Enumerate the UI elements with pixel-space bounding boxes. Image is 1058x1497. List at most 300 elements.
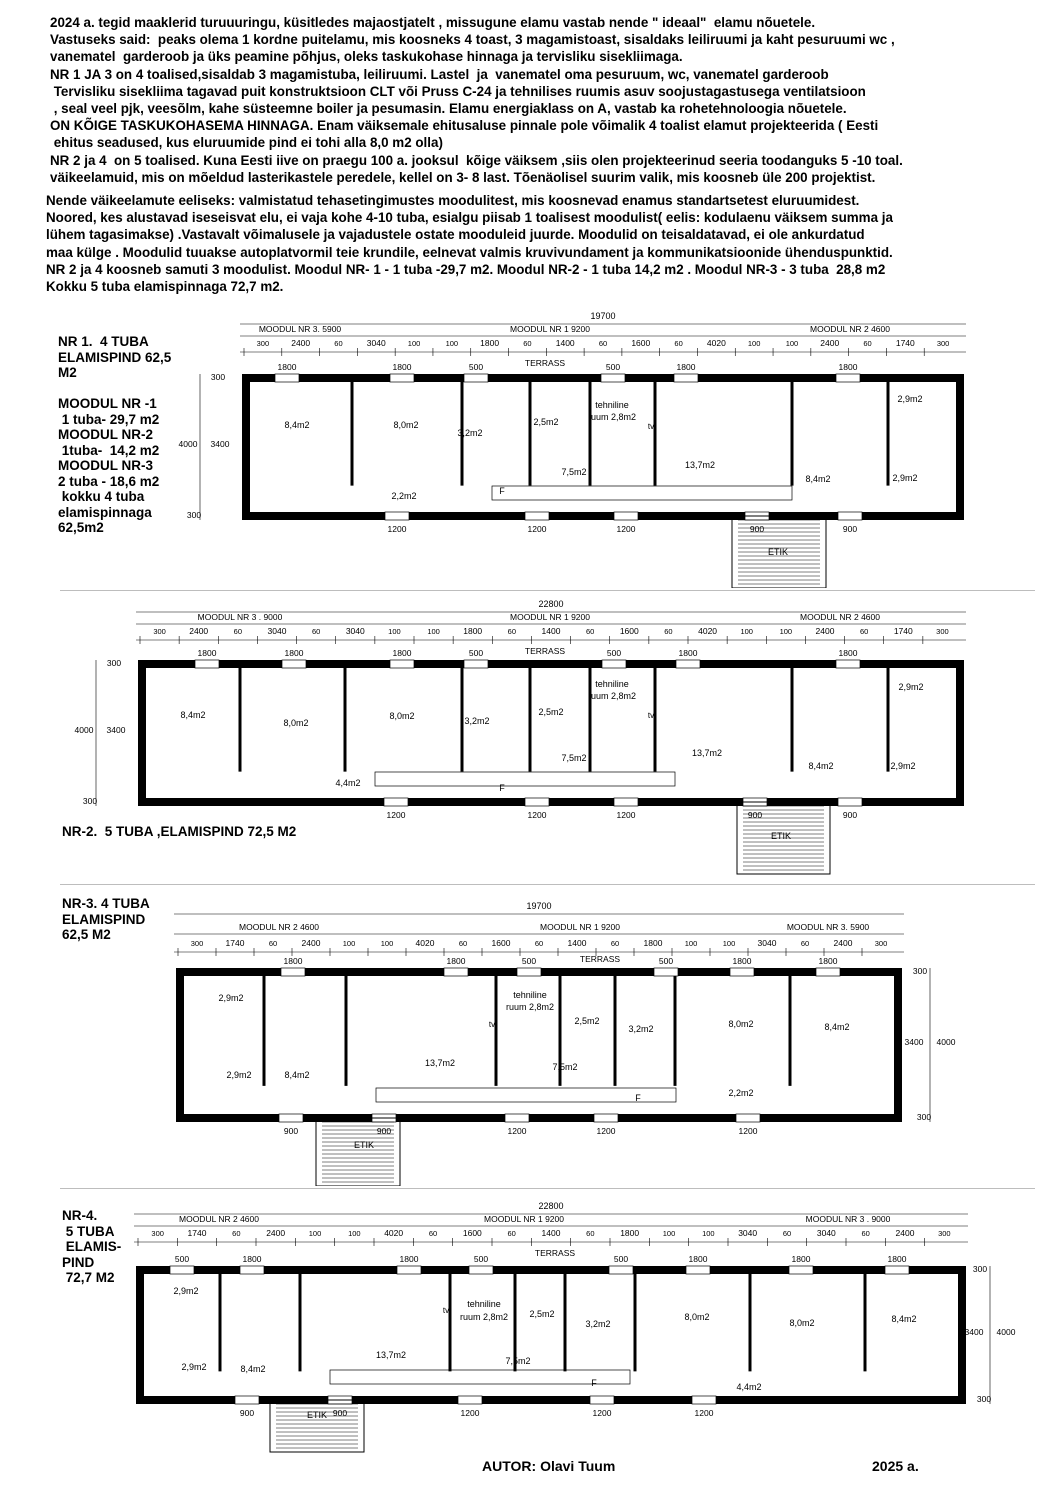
room-area-label: 8,4m2 — [284, 420, 310, 430]
window-dimension: 1800 — [818, 956, 838, 966]
window-dimension: 900 — [376, 1126, 392, 1136]
window-dimension: 1200 — [507, 1126, 527, 1136]
module-label: MOODUL NR 3. 5900 — [258, 324, 342, 334]
segment-dimension: 60 — [859, 627, 869, 636]
window-dimension: 1200 — [387, 524, 407, 534]
segment-dimension: 1740 — [895, 338, 915, 348]
window-dimension: 1800 — [678, 648, 698, 658]
plan-caption-nr4: NR-4. 5 TUBA ELAMIS- PIND 72,7 M2 — [62, 1208, 122, 1285]
intro-line: Nende väikeelamute eeliseks: valmistatud tehasetingimustes moodulitest, mis koosnevad enamus standartsetest eluruumidest. — [46, 193, 860, 209]
window-dimension: 900 — [239, 1408, 255, 1418]
side-dimension: 3400 — [210, 439, 230, 449]
segment-dimension: 60 — [800, 939, 810, 948]
segment-dimension: 3040 — [816, 1228, 836, 1238]
module-label: MOODUL NR 1 9200 — [540, 922, 620, 932]
room-area-label: 8,4m2 — [824, 1022, 850, 1032]
room-area-label: 13,7m2 — [424, 1058, 456, 1068]
segment-dimension: 1400 — [541, 1228, 561, 1238]
window — [594, 1114, 618, 1122]
window — [590, 1396, 614, 1404]
window — [525, 512, 549, 520]
module-label: MOODUL NR 1 9200 — [510, 324, 590, 334]
terrace-label: TERRASS — [524, 646, 566, 656]
tv-mark: tv — [647, 711, 655, 720]
intro-text — [46, 14, 1040, 295]
window-dimension: 500 — [473, 1254, 489, 1264]
segment-dimension: 60 — [585, 627, 595, 636]
window — [654, 968, 678, 976]
terrace-label: TERRASS — [534, 1248, 576, 1258]
segment-dimension: 100 — [348, 1229, 361, 1238]
room-area-label: 2,5m2 — [533, 417, 559, 427]
room-area-label: tehniline — [595, 400, 629, 410]
segment-dimension: 2400 — [266, 1228, 286, 1238]
intro-line: ON KÕIGE TASKUKOHASEMA HINNAGA. Enam väiksemale ehitusaluse pinnale pole võimalik 4 toalist elamut projekteerida ( Eesti — [50, 118, 879, 134]
window-dimension: 1800 — [688, 1254, 708, 1264]
window-dimension: 1800 — [242, 1254, 262, 1264]
author-label: AUTOR: Olavi Tuum — [482, 1458, 616, 1474]
window — [235, 1396, 259, 1404]
side-dimension: 300 — [916, 1112, 932, 1122]
divider — [60, 884, 1035, 885]
segment-dimension: 1800 — [620, 1228, 640, 1238]
side-dimension: 300 — [82, 796, 98, 806]
floor-plan-svg — [0, 886, 1058, 1186]
window — [836, 374, 860, 382]
window-dimension: 1800 — [283, 956, 303, 966]
window-dimension: 1800 — [838, 362, 858, 372]
segment-dimension: 3040 — [738, 1228, 758, 1238]
window-dimension: 1800 — [284, 648, 304, 658]
room-area-label: 2,9m2 — [226, 1070, 252, 1080]
module-label: MOODUL NR 2 4600 — [179, 1214, 259, 1224]
intro-line: Vastuseks said: peaks olema 1 kordne puitelamu, mis koosneks 4 toast, 3 magamistoast, sisaldaks leiliruumi ja kaht pesuruumi wc , — [50, 32, 895, 48]
segment-dimension: 300 — [153, 627, 166, 636]
segment-dimension: 60 — [586, 1229, 595, 1238]
room-area-label: 2,5m2 — [574, 1016, 600, 1026]
segment-dimension: 60 — [507, 627, 517, 636]
intro-line: Tervisliku sisekliima tagavad puit konstruktsioon CLT või Pruss C-24 ja tehnilises ruumis asuv soojustagastusega ventilatsioon — [50, 83, 866, 99]
room-area-label: 2,5m2 — [529, 1309, 555, 1319]
segment-dimension: 100 — [380, 939, 394, 948]
segment-dimension: 100 — [722, 939, 736, 948]
side-dimension: 3400 — [964, 1327, 984, 1337]
room-area-label: tehniline — [595, 679, 629, 689]
room-area-label: 8,0m2 — [393, 420, 419, 430]
porch-label: ETIK — [770, 831, 792, 841]
window-dimension: 500 — [468, 362, 484, 372]
segment-dimension: 60 — [311, 627, 321, 636]
room-area-label: 7,5m2 — [505, 1356, 531, 1366]
plan-caption-nr3: NR-3. 4 TUBA ELAMISPIND 62,5 M2 — [62, 896, 150, 942]
segment-dimension: 1400 — [541, 626, 561, 636]
side-dimension: 3400 — [106, 725, 126, 735]
room-area-label: 4,4m2 — [736, 1382, 762, 1392]
window — [385, 512, 409, 520]
room-area-label: 2,9m2 — [897, 394, 923, 404]
segment-dimension: 1600 — [631, 338, 651, 348]
segment-dimension: 100 — [427, 627, 440, 636]
intro-line: väikeelamuid, mis on mõeldud lasterikastele peredele, kellel on 3- 8 last. Tõenäolisel suurim valik, mis koosneb üle 200 projektist. — [50, 169, 876, 185]
window-dimension: 1200 — [616, 810, 636, 820]
window-dimension: 1200 — [592, 1408, 612, 1418]
segment-dimension: 300 — [151, 1229, 164, 1238]
side-dimension: 300 — [106, 658, 122, 668]
window — [614, 512, 638, 520]
kitchen-counter — [375, 772, 675, 786]
window — [275, 374, 299, 382]
segment-dimension: 100 — [779, 627, 793, 636]
segment-dimension: 2400 — [820, 338, 840, 348]
segment-dimension: 2400 — [833, 938, 853, 948]
room-area-label: tehniline — [513, 990, 547, 1000]
porch-label: ETIK — [353, 1140, 375, 1150]
window — [384, 798, 408, 806]
total-width-dimension: 19700 — [526, 901, 552, 911]
segment-dimension: 300 — [936, 627, 949, 636]
room-area-label: ruum 2,8m2 — [459, 1312, 509, 1322]
window — [279, 1114, 303, 1122]
intro-line: ehitus seadused, kus eluruumide pind ei tohi alla 8,0 m2 olla) — [50, 135, 443, 151]
window-dimension: 900 — [332, 1408, 348, 1418]
window-dimension: 1800 — [676, 362, 696, 372]
window — [838, 512, 862, 520]
module-label: MOODUL NR 2 4600 — [810, 324, 890, 334]
window-dimension: 500 — [606, 648, 622, 658]
window-dimension: 1200 — [738, 1126, 758, 1136]
window — [282, 660, 306, 668]
segment-dimension: 300 — [874, 939, 888, 948]
window — [397, 1266, 421, 1274]
window-dimension: 1800 — [887, 1254, 907, 1264]
window-dimension: 1800 — [791, 1254, 811, 1264]
room-area-label: 7,5m2 — [561, 467, 587, 477]
floor-plan-nr3 — [0, 886, 1058, 1186]
fridge-mark: F — [591, 1378, 597, 1388]
tv-mark: tv — [647, 422, 655, 431]
segment-dimension: 2400 — [301, 938, 321, 948]
segment-dimension: 1400 — [555, 338, 575, 348]
divider — [60, 590, 1035, 591]
window — [458, 1396, 482, 1404]
side-dimension: 300 — [972, 1264, 988, 1274]
module-label: MOODUL NR 1 9200 — [484, 1214, 564, 1224]
terrace-label: TERRASS — [579, 954, 621, 964]
room-area-label: 2,9m2 — [898, 682, 924, 692]
segment-dimension: 1740 — [187, 1228, 207, 1238]
room-area-label: 2,9m2 — [218, 993, 244, 1003]
segment-dimension: 1600 — [462, 1228, 482, 1238]
window-dimension: 1200 — [460, 1408, 480, 1418]
segment-dimension: 60 — [674, 339, 683, 348]
segment-dimension: 100 — [740, 627, 753, 636]
intro-line: lühem tagasimakse) .Vastavalt võimalusele ja vajadustele ostate mooduleid juurde. Moodulid on teisaldatavad, ei ole ankurdatud — [46, 227, 865, 243]
window-dimension: 1800 — [446, 956, 466, 966]
window-dimension: 1200 — [527, 810, 547, 820]
window — [240, 1266, 264, 1274]
window-dimension: 1200 — [694, 1408, 714, 1418]
room-area-label: 8,0m2 — [728, 1019, 754, 1029]
room-area-label: 7,5m2 — [561, 753, 587, 763]
segment-dimension: 100 — [662, 1229, 676, 1238]
intro-line: Noored, kes alustavad iseseisvat elu, ei vaja kohe 4-10 tuba, esialgu piisab 1 toalisest moodulist( eelis: kodulaenu väiksem summa ja — [46, 210, 893, 226]
segment-dimension: 1400 — [567, 938, 587, 948]
window — [730, 968, 754, 976]
room-area-label: 8,4m2 — [180, 710, 206, 720]
room-area-label: 2,9m2 — [181, 1362, 207, 1372]
window — [390, 660, 414, 668]
segment-dimension: 3040 — [366, 338, 386, 348]
room-area-label: 8,4m2 — [891, 1314, 917, 1324]
floor-plan-nr4 — [0, 1190, 1058, 1455]
window-dimension: 1800 — [399, 1254, 419, 1264]
window — [838, 798, 862, 806]
window-dimension: 500 — [605, 362, 621, 372]
room-area-label: ruum 2,8m2 — [505, 1002, 555, 1012]
segment-dimension: 60 — [428, 1229, 438, 1238]
window — [789, 1266, 813, 1274]
intro-line: vanematel garderoob ja üks peamine põhjus, oleks taskukohase hinnaga ja tervisliku sisekliimaga. — [50, 49, 683, 65]
kitchen-counter — [330, 1370, 630, 1384]
segment-dimension: 1600 — [619, 626, 639, 636]
room-area-label: 13,7m2 — [691, 748, 723, 758]
window-dimension: 1800 — [392, 362, 412, 372]
intro-line: NR 2 ja 4 koosneb samuti 3 moodulist. Moodul NR- 1 - 1 tuba -29,7 m2. Moodul NR-2 - 1 tuba 14,2 m2 . Moodul NR-3 - 3 tuba 28,8 m2 — [46, 261, 886, 277]
window-dimension: 500 — [658, 956, 674, 966]
window-dimension: 900 — [749, 524, 765, 534]
segment-dimension: 60 — [523, 339, 532, 348]
floor-plan-svg — [0, 1190, 1058, 1455]
segment-dimension: 60 — [507, 1229, 516, 1238]
room-area-label: ruum 2,8m2 — [587, 412, 637, 422]
room-area-label: 13,7m2 — [684, 460, 716, 470]
window-dimension: 500 — [613, 1254, 629, 1264]
window — [686, 1266, 710, 1274]
segment-dimension: 100 — [407, 339, 421, 348]
intro-line: 2024 a. tegid maaklerid turuuuringu, küsitledes majaostjatelt , missugune elamu vastab nende " ideaal" elamu nõuetele. — [50, 15, 816, 30]
segment-dimension: 100 — [445, 339, 459, 348]
window — [885, 1266, 909, 1274]
window — [692, 1396, 716, 1404]
module-label: MOODUL NR 2 4600 — [239, 922, 319, 932]
porch-label: ETIK — [306, 1410, 328, 1420]
segment-dimension: 60 — [534, 939, 544, 948]
side-dimension: 300 — [186, 510, 202, 520]
window — [444, 968, 468, 976]
total-width-dimension: 22800 — [538, 1201, 564, 1211]
window-dimension: 1200 — [616, 524, 636, 534]
room-area-label: 8,0m2 — [389, 711, 415, 721]
room-area-label: 3,2m2 — [628, 1024, 654, 1034]
window — [464, 660, 488, 668]
side-dimension: 4000 — [936, 1037, 956, 1047]
fridge-mark: F — [635, 1093, 641, 1103]
room-area-label: 8,0m2 — [684, 1312, 710, 1322]
intro-line: , seal veel pjk, veesõlm, kahe süsteemne boiler ja pesumasin. Elamu energiaklass on A, vastab ka rohetehnoloogia nõuetele. — [50, 101, 847, 117]
segment-dimension: 60 — [458, 939, 468, 948]
segment-dimension: 60 — [232, 1229, 241, 1238]
room-area-label: 8,4m2 — [805, 474, 831, 484]
window — [464, 374, 488, 382]
window-dimension: 1800 — [838, 648, 858, 658]
window — [517, 968, 541, 976]
side-dimension: 4000 — [74, 725, 94, 735]
segment-dimension: 60 — [664, 627, 673, 636]
fridge-mark: F — [499, 486, 505, 496]
window — [390, 374, 414, 382]
window-dimension: 500 — [468, 648, 484, 658]
window-dimension: 900 — [283, 1126, 299, 1136]
segment-dimension: 4020 — [384, 1228, 404, 1238]
segment-dimension: 100 — [388, 627, 401, 636]
window — [602, 660, 626, 668]
room-area-label: 2,9m2 — [892, 473, 918, 483]
segment-dimension: 60 — [268, 939, 278, 948]
module-label: MOODUL NR 3 . 9000 — [805, 1214, 891, 1224]
fridge-mark: F — [499, 783, 505, 793]
segment-dimension: 1800 — [643, 938, 663, 948]
segment-dimension: 2400 — [815, 626, 835, 636]
room-area-label: 3,2m2 — [457, 428, 483, 438]
segment-dimension: 100 — [342, 939, 356, 948]
window — [281, 968, 305, 976]
segment-dimension: 4020 — [415, 938, 435, 948]
window — [676, 660, 700, 668]
segment-dimension: 100 — [747, 339, 761, 348]
window-dimension: 1800 — [197, 648, 217, 658]
side-dimension: 4000 — [178, 439, 198, 449]
window-dimension: 1800 — [392, 648, 412, 658]
window — [614, 798, 638, 806]
window-dimension: 1800 — [277, 362, 297, 372]
segment-dimension: 3040 — [267, 626, 287, 636]
module-label: MOODUL NR 3 . 9000 — [197, 612, 283, 622]
side-dimension: 4000 — [996, 1327, 1016, 1337]
room-area-label: 3,2m2 — [464, 716, 490, 726]
terrace-label: TERRASS — [524, 358, 566, 368]
segment-dimension: 4020 — [706, 338, 726, 348]
segment-dimension: 60 — [233, 627, 243, 636]
segment-dimension: 60 — [610, 939, 620, 948]
room-area-label: 2,5m2 — [538, 707, 564, 717]
room-area-label: ruum 2,8m2 — [587, 691, 637, 701]
kitchen-counter — [492, 486, 792, 500]
room-area-label: 2,9m2 — [173, 1286, 199, 1296]
exterior-wall — [140, 1270, 962, 1400]
room-area-label: 8,4m2 — [808, 761, 834, 771]
segment-dimension: 3040 — [757, 938, 777, 948]
exterior-wall — [142, 664, 960, 802]
window — [736, 1114, 760, 1122]
room-area-label: 8,0m2 — [283, 718, 309, 728]
segment-dimension: 100 — [785, 339, 799, 348]
segment-dimension: 1800 — [463, 626, 483, 636]
segment-dimension: 300 — [938, 1229, 951, 1238]
plan-caption-nr2: NR-2. 5 TUBA ,ELAMISPIND 72,5 M2 — [62, 824, 297, 839]
plan-caption-nr1: NR 1. 4 TUBA ELAMISPIND 62,5 M2 MOODUL NR -1 1 tuba- 29,7 m2 MOODUL NR-2 1tuba- 14,2 m2 MOODUL NR-3 2 tuba - 18,6 m2 kokku 4 tuba elamispinnaga 62,5m2 — [58, 334, 172, 535]
segment-dimension: 1740 — [893, 626, 913, 636]
room-area-label: 3,2m2 — [585, 1319, 611, 1329]
segment-dimension: 60 — [863, 339, 872, 348]
window-dimension: 900 — [842, 810, 858, 820]
window — [816, 968, 840, 976]
room-area-label: 2,2m2 — [391, 491, 417, 501]
room-area-label: 8,4m2 — [240, 1364, 266, 1374]
segment-dimension: 3040 — [345, 626, 365, 636]
segment-dimension: 100 — [684, 939, 698, 948]
room-area-label: 2,9m2 — [890, 761, 916, 771]
segment-dimension: 1740 — [225, 938, 245, 948]
window — [505, 1114, 529, 1122]
intro-line: maa külge . Moodulid tuuakse autoplatvormil teie krundile, eelnevat valmis kruvivundament ja kommunikatsioonide ühenduspunktid. — [46, 244, 893, 260]
window — [195, 660, 219, 668]
room-area-label: 4,4m2 — [335, 778, 361, 788]
total-width-dimension: 19700 — [590, 311, 616, 321]
segment-dimension: 300 — [190, 939, 204, 948]
side-dimension: 300 — [976, 1394, 992, 1404]
segment-dimension: 2400 — [291, 338, 311, 348]
intro-line: Kokku 5 tuba elamispinnaga 72,7 m2. — [46, 279, 284, 295]
window — [836, 660, 860, 668]
window — [170, 1266, 194, 1274]
segment-dimension: 1600 — [491, 938, 511, 948]
segment-dimension: 100 — [308, 1229, 322, 1238]
window-dimension: 1200 — [596, 1126, 616, 1136]
intro-line: NR 1 JA 3 on 4 toalised,sisaldab 3 magamistuba, leiliruumi. Lastel ja vanematel oma pesuruum, wc, vanematel garderoob — [50, 66, 829, 82]
side-dimension: 300 — [210, 372, 226, 382]
module-label: MOODUL NR 3. 5900 — [786, 922, 870, 932]
segment-dimension: 300 — [256, 339, 270, 348]
room-area-label: 13,7m2 — [375, 1350, 407, 1360]
room-area-label: 8,0m2 — [789, 1318, 815, 1328]
window-dimension: 1200 — [527, 524, 547, 534]
window — [609, 1266, 633, 1274]
window-dimension: 1200 — [386, 810, 406, 820]
window-dimension: 500 — [521, 956, 537, 966]
window-dimension: 900 — [747, 810, 763, 820]
segment-dimension: 1800 — [480, 338, 500, 348]
module-label: MOODUL NR 2 4600 — [800, 612, 880, 622]
year-label: 2025 a. — [872, 1458, 919, 1474]
module-label: MOODUL NR 1 9200 — [510, 612, 590, 622]
segment-dimension: 60 — [598, 339, 608, 348]
window — [674, 374, 698, 382]
kitchen-counter — [376, 1088, 676, 1102]
porch-label: ETIK — [767, 547, 789, 557]
intro-line: NR 2 ja 4 on 5 toalised. Kuna Eesti iive on praegu 100 a. jooksul kõige väiksem ,siis olen projekteerinud seeria toodanguks 5 -10 toal. — [50, 152, 903, 168]
divider — [60, 1188, 1035, 1189]
window — [525, 798, 549, 806]
window-dimension: 1800 — [732, 956, 752, 966]
tv-mark: tv — [442, 1306, 450, 1315]
side-dimension: 3400 — [904, 1037, 924, 1047]
room-area-label: 8,4m2 — [284, 1070, 310, 1080]
segment-dimension: 300 — [936, 339, 950, 348]
window — [601, 374, 625, 382]
window — [469, 1266, 493, 1274]
window-dimension: 900 — [842, 524, 858, 534]
room-area-label: tehniline — [467, 1299, 501, 1309]
room-area-label: 2,2m2 — [728, 1088, 754, 1098]
segment-dimension: 60 — [334, 339, 343, 348]
room-area-label: 7,5m2 — [552, 1062, 578, 1072]
segment-dimension: 2400 — [895, 1228, 915, 1238]
segment-dimension: 2400 — [189, 626, 209, 636]
tv-mark: tv — [488, 1020, 496, 1029]
window-dimension: 500 — [174, 1254, 190, 1264]
segment-dimension: 60 — [861, 1229, 870, 1238]
total-width-dimension: 22800 — [538, 599, 564, 609]
